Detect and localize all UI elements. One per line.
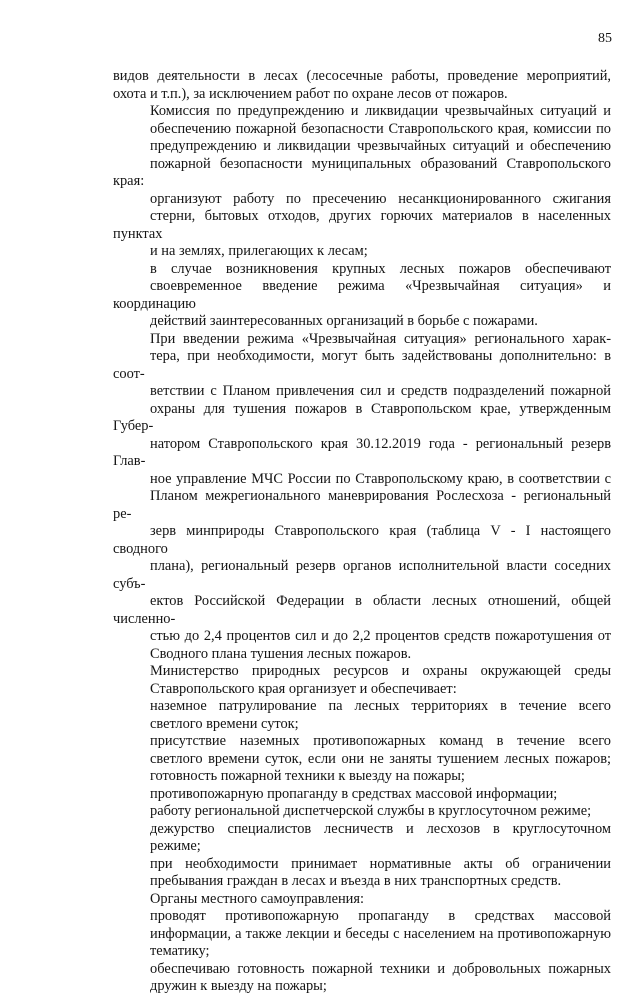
paragraph <box>113 803 611 821</box>
text-line: противопожарную пропаганду в средствах массовой информации; <box>150 785 558 802</box>
text-line: видов деятельности в лесах (лесосечные работы, проведение мероприятий, <box>113 68 611 84</box>
text-line: Планом межрегионального маневрирования Рослесхоза - региональный ре- <box>113 488 611 522</box>
text-line: Министерство природных ресурсов и охраны окружающей среды <box>150 663 611 679</box>
text-line: действий заинтересованных организаций в борьбе с пожарами. <box>150 313 538 329</box>
text-line: Органы местного самоуправления: <box>150 890 364 907</box>
text-line: информации, а также лекции и беседы с населением на противопожарную <box>150 925 611 942</box>
text-line: дежурство специалистов лесничеств и лесхозов в круглосуточном <box>150 820 611 837</box>
paragraph <box>113 961 611 996</box>
text-line: присутствие наземных противопожарных команд в течение всего <box>150 733 611 749</box>
paragraph <box>113 733 611 786</box>
text-line: обеспечению пожарной безопасности Ставропольского края, комиссии по <box>150 120 611 137</box>
text-line: своевременное введение режима «Чрезвычайная ситуация» и координацию <box>113 278 611 312</box>
paragraph <box>113 698 611 733</box>
text-line: при необходимости принимает нормативные акты об ограничении <box>150 855 611 872</box>
paragraph <box>113 786 611 804</box>
paragraph <box>113 856 611 891</box>
page-number: 85 <box>598 31 612 46</box>
text-line: охота и т.п.), за исключением работ по охране лесов от пожаров. <box>113 85 508 102</box>
text-line: дружин к выезду на пожары; <box>150 978 327 994</box>
text-line: наземное патрулирование па лесных территориях в течение всего <box>150 698 611 714</box>
text-line: обеспечиваю готовность пожарной техники и добровольных пожарных <box>150 960 611 977</box>
paragraph <box>113 663 611 698</box>
paragraph <box>113 191 611 261</box>
text-line: зерв минприроды Ставропольского края (таблица V - I настоящего сводного <box>113 523 611 557</box>
paragraph <box>113 103 611 191</box>
text-line: стью до 2,4 процентов сил и до 2,2 процентов средств пожаротушения от <box>150 628 611 644</box>
text-line: Сводного плана тушения лесных пожаров. <box>150 645 412 662</box>
text-line: стерни, бытовых отходов, других горючих материалов в населенных пунктах <box>113 208 611 242</box>
paragraph <box>113 331 611 664</box>
paragraph <box>113 908 611 961</box>
text-line: пребывания граждан в лесах и въезда в них транспортных средств. <box>150 873 562 889</box>
text-line: в случае возникновения крупных лесных пожаров обеспечивают <box>150 260 611 277</box>
text-line: ектов Российской Федерации в области лесных отношений, общей численно- <box>113 593 611 627</box>
text-line: ветствии с Планом привлечения сил и средств подразделений пожарной <box>150 383 611 399</box>
paragraph <box>113 891 611 909</box>
text-line: предупреждению и ликвидации чрезвычайных ситуаций и обеспечению <box>150 138 611 154</box>
text-line: охраны для тушения пожаров в Ставропольском крае, утвержденным Губер- <box>113 400 611 434</box>
text-line: готовность пожарной техники к выезду на пожары; <box>150 768 465 784</box>
text-line: тера, при необходимости, могут быть задействованы дополнительно: в соот- <box>113 348 611 382</box>
text-line: Комиссия по предупреждению и ликвидации чрезвычайных ситуаций и <box>150 103 611 119</box>
text-line: проводят противопожарную пропаганду в средствах массовой <box>150 908 611 924</box>
text-line: плана), региональный резерв органов исполнительной власти соседних субъ- <box>113 558 611 592</box>
text-line: режиме; <box>150 838 201 854</box>
text-line: тематику; <box>150 943 210 959</box>
text-line: Ставропольского края организует и обеспечивает: <box>150 680 457 697</box>
text-line: ное управление МЧС России по Ставропольскому краю, в соответствии с <box>150 470 611 487</box>
text-line: пожарной безопасности муниципальных образований Ставропольского края: <box>113 155 611 189</box>
text-line: организуют работу по пресечению несанкционированного сжигания <box>150 190 611 207</box>
text-line: При введении режима «Чрезвычайная ситуация» регионального харак- <box>150 330 611 347</box>
text-line: натором Ставропольского края 30.12.2019 года - региональный резерв Глав- <box>113 435 611 469</box>
text-line: и на землях, прилегающих к лесам; <box>150 243 368 259</box>
paragraph <box>113 261 611 331</box>
text-line: работу региональной диспетчерской службы в круглосуточном режиме; <box>150 803 592 819</box>
text-line: светлого времени суток; <box>150 715 299 732</box>
document-body <box>113 68 611 996</box>
text-line: светлого времени суток, если они не заняты тушением лесных пожаров; <box>150 750 611 767</box>
paragraph <box>113 821 611 856</box>
paragraph <box>113 68 611 103</box>
